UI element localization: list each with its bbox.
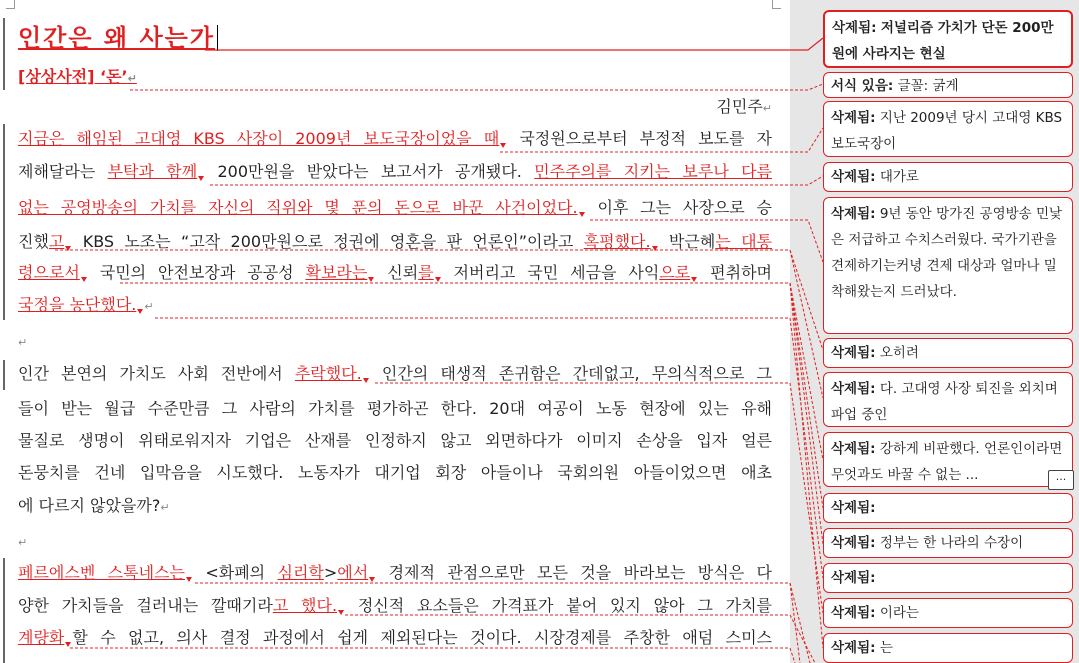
comment-anchor [137,309,143,314]
inserted-text[interactable]: 를 [418,263,434,282]
comment-anchor [65,642,71,647]
paragraph-1-line-6[interactable]: 국정을 농단했다. ↵ [18,295,154,314]
comment-balloon[interactable]: 삭제됨: [823,493,1073,523]
inserted-text[interactable]: 국정을 농단했다. [18,295,137,314]
page-corner-mark [6,0,15,9]
comment-anchor [368,277,374,282]
comment-balloon[interactable]: 삭제됨: 9년 동안 망가진 공영방송 민낯은 저급하고 수치스러웠다. 국가기관을 견제하기는커녕 견제 대상과 얼마나 밀착해왔는지 드러났다. [823,197,1073,334]
comment-balloon[interactable]: 삭제됨: 강하게 비판했다. 언론인이라면 무엇과도 바꿀 수 없는 ... [823,432,1073,487]
comment-anchor [81,277,87,282]
inserted-text[interactable]: 확보라는 [305,263,368,282]
comment-anchor [198,176,204,181]
paragraph-1-line-1[interactable]: 지금은 해임된 고대영 KBS 사장이 2009년 보도국장이었을 때 국정원으로부터 부정적 보도를 자 [18,129,772,148]
paragraph-2-line-3[interactable]: 물질로 생명이 위태로워지자 기업은 산재를 인정하지 않고 외면하다가 이미지 손상을 입자 얼른 [18,431,772,450]
inserted-text[interactable]: 혹평했다. [583,232,651,251]
inserted-text[interactable]: 으로 [659,263,691,282]
paragraph-2-line-2[interactable]: 들이 받는 월급 수준만큼 그 사람의 가치를 평가하곤 한다. 20대 여공이 노동 현장에 있는 유해 [18,399,772,418]
change-bar [3,18,5,90]
inserted-text[interactable]: 없는 공영방송의 가치를 자신의 직위와 몇 푼의 돈으로 바꾼 사건이었다. [18,198,578,217]
comment-anchor [500,143,506,148]
paragraph-1-line-2[interactable]: 제해달라는 부탁과 함께 200만원을 받았다는 보고서가 공개됐다. 민주주의를 지키는 보루나 다름 [18,162,773,181]
document-subtitle[interactable]: [상상사전] ‘돈’↵ [18,67,137,86]
paragraph-1-line-5[interactable]: 령으로서 국민의 안전보장과 공공성 확보라는 신뢰를 저버리고 국민 세금을 사익으로 편취하며 [18,263,772,282]
inserted-text[interactable]: 고 [48,232,65,251]
inserted-text[interactable]: 는 대통 [715,232,772,251]
paragraph-3-line-2[interactable]: 양한 가치들을 걸러내는 깔때기라고 했다. 정신적 요소들은 가격표가 붙어 있지 않아 그 가치를 [18,596,772,615]
paragraph-2-line-5[interactable]: 에 다르지 않았을까?↵ [18,496,170,515]
comment-balloon[interactable]: 삭제됨: 정부는 한 나라의 수장이 [823,528,1073,558]
author-line[interactable]: 김민주↵ [716,97,772,116]
inserted-text[interactable]: 민주주의를 지키는 보루나 다름 [534,162,773,181]
empty-paragraph[interactable]: ↵ [18,336,28,349]
comment-balloon[interactable]: 삭제됨: 이라는 [823,598,1073,628]
paragraph-2-line-4[interactable]: 돈뭉치를 건네 입막음을 시도했다. 노동자가 대기업 회장 아들이나 국회의원 아들이었으면 애초 [18,463,772,482]
comment-anchor [652,246,658,251]
document-title[interactable]: 인간은 왜 사는가 [18,18,218,53]
comment-balloon[interactable]: 서식 있음: 글꼴: 굵게 [823,72,1073,98]
paragraph-1-line-3[interactable]: 없는 공영방송의 가치를 자신의 직위와 몇 푼의 돈으로 바꾼 사건이었다. 이후 그는 사장으로 승 [18,198,772,217]
comment-anchor [435,277,441,282]
inserted-text[interactable]: 부탁과 함께 [107,162,198,181]
page-corner-mark [772,0,781,9]
paragraph-3-line-3[interactable]: 계량화 할 수 없고, 의사 결정 과정에서 쉽게 제외된다는 것이다. 시장경제를 주창한 애덤 스미스 [18,628,772,647]
empty-paragraph[interactable]: ↵ [18,536,28,549]
comment-balloon[interactable]: 삭제됨: 다. 고대영 사장 퇴진을 외치며 파업 중인 [823,372,1073,427]
comment-balloon[interactable]: 삭제됨: 대가로 [823,162,1073,192]
more-options-button[interactable]: ... [1048,470,1074,490]
comment-anchor [369,577,375,582]
paragraph-2-line-1[interactable]: 인간 본연의 가치도 사회 전반에서 추락했다. 인간의 태생적 존귀함은 간데없고, 무의식적으로 그 [18,364,772,383]
comment-balloon[interactable]: 삭제됨: 오히려 [823,338,1073,368]
inserted-text[interactable]: 령으로서 [18,263,80,282]
change-bar [3,558,5,663]
comment-balloon[interactable]: 삭제됨: 지난 2009년 당시 고대영 KBS 보도국장이 [823,101,1073,157]
comment-anchor [338,610,344,615]
comment-anchor [186,577,192,582]
inserted-text[interactable]: 심리학 [277,563,324,582]
comment-balloon[interactable]: 삭제됨: 저널리즘 가치가 단돈 200만원에 사라지는 현실 [823,10,1073,68]
comment-anchor [579,212,585,217]
comment-anchor [65,246,71,251]
inserted-text[interactable]: 고 했다. [272,596,338,615]
comment-anchor [691,277,697,282]
inserted-text[interactable]: 계량화 [18,628,65,647]
comment-balloon[interactable]: 삭제됨: [823,563,1073,593]
paragraph-3-line-1[interactable]: 페르에스벤 스톡네스는 <화폐의 심리학>에서 경제적 관점으로만 모든 것을 바라보는 방식은 다 [18,563,772,582]
change-bar [3,360,5,390]
comment-balloon[interactable]: 삭제됨: 는 [823,633,1073,663]
change-bar [3,124,5,320]
inserted-text[interactable]: 추락했다. [294,364,362,383]
inserted-text[interactable]: 페르에스벤 스톡네스는 [18,563,185,582]
inserted-text[interactable]: 지금은 해임된 고대영 KBS 사장이 2009년 보도국장이었을 때 [18,129,500,148]
inserted-text[interactable]: 에서 [337,563,369,582]
comment-anchor [363,378,369,383]
paragraph-1-line-4[interactable]: 진했고 KBS 노조는 “고작 200만원으로 정권에 영혼을 판 언론인”이라고 혹평했다. 박근혜는 대통 [18,232,772,251]
